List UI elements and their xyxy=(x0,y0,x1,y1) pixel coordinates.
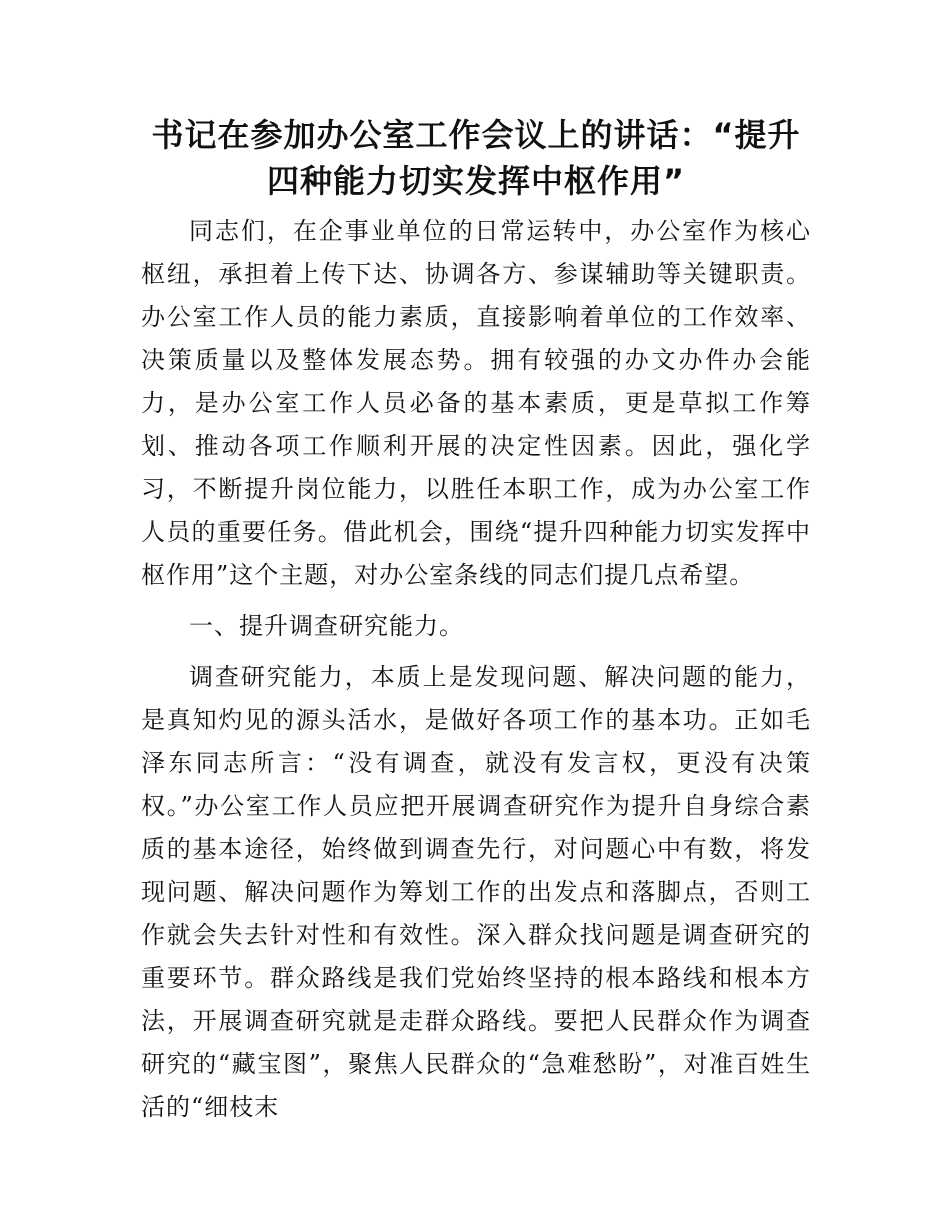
body-paragraph-opening: 同志们，在企事业单位的日常运转中，办公室作为核心枢纽，承担着上传下达、协调各方、参谋辅助等关键职责。办公室工作人员的能力素质，直接影响着单位的工作效率、决策质量以及整体发展态势。拥有较强的办文办件办会能力，是办公室工作人员必备的基本素质，更是草拟工作筹划、推动各项工作顺利开展的决定性因素。因此，强化学习，不断提升岗位能力，以胜任本职工作，成为办公室工作人员的重要任务。借此机会，围绕“提升四种能力切实发挥中枢作用”这个主题，对办公室条线的同志们提几点希望。 xyxy=(141,217,811,589)
document-title xyxy=(141,112,811,204)
title-line-2: 四种能力切实发挥中枢作用” xyxy=(266,162,686,200)
document-page xyxy=(141,112,811,1129)
body-paragraph-research: 调查研究能力，本质上是发现问题、解决问题的能力，是真知灼见的源头活水，是做好各项工作的基本功。正如毛泽东同志所言：“没有调查，就没有发言权，更没有决策权。”办公室工作人员应把开展调查研究作为提升自身综合素质的基本途径，始终做到调查先行，对问题心中有数，将发现问题、解决问题作为筹划工作的出发点和落脚点，否则工作就会失去针对性和有效性。深入群众找问题是调查研究的重要环节。群众路线是我们党始终坚持的根本路线和根本方法，开展调查研究就是走群众路线。要把人民群众作为调查研究的“藏宝图”，聚焦人民群众的“急难愁盼”，对准百姓生活的“细枝末 xyxy=(141,663,811,1121)
title-line-1: 书记在参加办公室工作会议上的讲话：“提升 xyxy=(151,116,801,154)
section-heading-1: 一、提升调查研究能力。 xyxy=(189,612,464,640)
